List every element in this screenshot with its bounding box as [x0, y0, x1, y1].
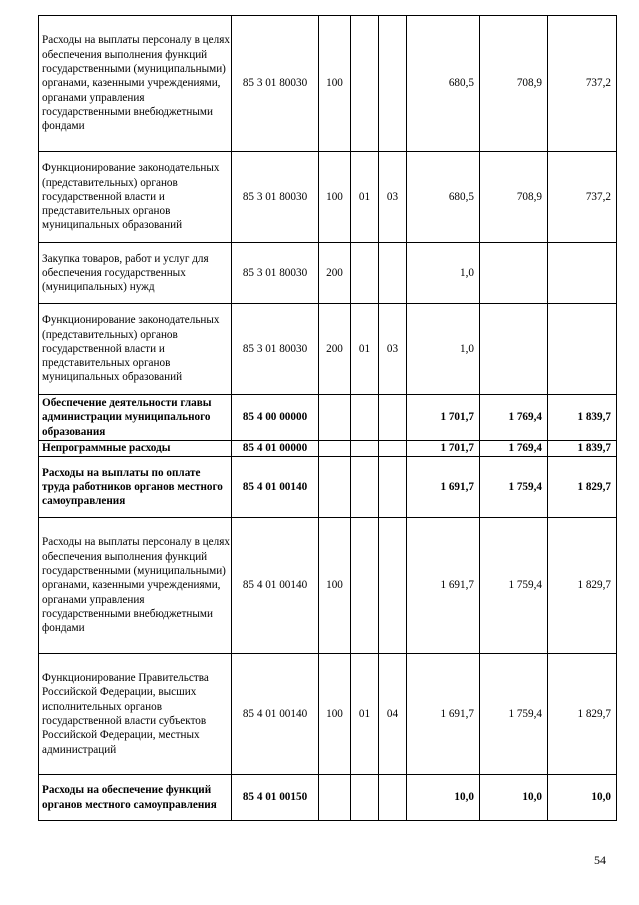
- row-rz-cell: [351, 16, 379, 152]
- row-vr-cell: [319, 457, 351, 518]
- row-code-cell: 85 4 01 00140: [232, 457, 319, 518]
- row-name-cell: Расходы на обеспечение функций органов местного самоуправления: [39, 775, 232, 821]
- table-row: [39, 654, 617, 775]
- row-code-cell: 85 4 01 00140: [232, 518, 319, 654]
- table-row: [39, 518, 617, 654]
- table-row: [39, 395, 617, 441]
- row-vr-cell: 100: [319, 654, 351, 775]
- row-value-2-cell: 1 759,4: [480, 457, 548, 518]
- row-code-cell: 85 3 01 80030: [232, 243, 319, 304]
- row-pr-cell: [379, 243, 407, 304]
- row-value-2-cell: 1 759,4: [480, 518, 548, 654]
- row-name-cell: Расходы на выплаты по оплате труда работников органов местного самоуправления: [39, 457, 232, 518]
- row-value-2-cell: 708,9: [480, 152, 548, 243]
- row-rz-cell: 01: [351, 152, 379, 243]
- row-pr-cell: [379, 395, 407, 441]
- row-code-cell: 85 3 01 80030: [232, 16, 319, 152]
- row-value-2-cell: 1 759,4: [480, 654, 548, 775]
- row-vr-cell: [319, 395, 351, 441]
- table-body: [39, 16, 617, 821]
- row-value-3-cell: 737,2: [548, 16, 617, 152]
- row-code-cell: 85 4 00 00000: [232, 395, 319, 441]
- row-value-2-cell: 1 769,4: [480, 395, 548, 441]
- row-name-cell: Функционирование законодательных (представительных) органов государственной власти и представительных органов муниципальных образований: [39, 304, 232, 395]
- row-rz-cell: 01: [351, 654, 379, 775]
- row-value-1-cell: 1,0: [407, 243, 480, 304]
- row-value-1-cell: 10,0: [407, 775, 480, 821]
- row-code-cell: 85 4 01 00000: [232, 441, 319, 457]
- row-vr-cell: 200: [319, 243, 351, 304]
- row-rz-cell: [351, 457, 379, 518]
- row-rz-cell: [351, 395, 379, 441]
- row-pr-cell: 03: [379, 304, 407, 395]
- row-rz-cell: [351, 775, 379, 821]
- row-value-2-cell: [480, 304, 548, 395]
- table-row: [39, 152, 617, 243]
- row-value-1-cell: 680,5: [407, 152, 480, 243]
- row-name-cell: Расходы на выплаты персоналу в целях обеспечения выполнения функций государственными (муниципальными) органами, казенными учреждениями, органами управления государственными внебюджетными фондами: [39, 518, 232, 654]
- table-row: [39, 457, 617, 518]
- row-rz-cell: [351, 441, 379, 457]
- row-value-1-cell: 1 691,7: [407, 518, 480, 654]
- table-row: [39, 441, 617, 457]
- row-value-1-cell: 1 701,7: [407, 395, 480, 441]
- row-name-cell: Закупка товаров, работ и услуг для обеспечения государственных (муниципальных) нужд: [39, 243, 232, 304]
- row-value-3-cell: 1 839,7: [548, 395, 617, 441]
- row-value-1-cell: 1,0: [407, 304, 480, 395]
- table-row: [39, 304, 617, 395]
- row-value-3-cell: [548, 304, 617, 395]
- row-code-cell: 85 3 01 80030: [232, 304, 319, 395]
- row-value-3-cell: 737,2: [548, 152, 617, 243]
- row-code-cell: 85 4 01 00150: [232, 775, 319, 821]
- row-code-cell: 85 4 01 00140: [232, 654, 319, 775]
- row-vr-cell: 200: [319, 304, 351, 395]
- page-number: 54: [594, 853, 606, 867]
- row-value-3-cell: 1 829,7: [548, 654, 617, 775]
- row-rz-cell: 01: [351, 304, 379, 395]
- row-name-cell: Обеспечение деятельности главы администрации муниципального образования: [39, 395, 232, 441]
- table-row: [39, 775, 617, 821]
- row-value-1-cell: 1 691,7: [407, 654, 480, 775]
- row-value-3-cell: 1 829,7: [548, 518, 617, 654]
- row-value-1-cell: 680,5: [407, 16, 480, 152]
- row-value-3-cell: 10,0: [548, 775, 617, 821]
- row-pr-cell: [379, 775, 407, 821]
- row-value-1-cell: 1 701,7: [407, 441, 480, 457]
- row-vr-cell: 100: [319, 518, 351, 654]
- row-value-3-cell: 1 839,7: [548, 441, 617, 457]
- row-value-2-cell: [480, 243, 548, 304]
- row-pr-cell: [379, 16, 407, 152]
- row-value-2-cell: 10,0: [480, 775, 548, 821]
- row-vr-cell: [319, 775, 351, 821]
- row-vr-cell: 100: [319, 16, 351, 152]
- row-value-2-cell: 1 769,4: [480, 441, 548, 457]
- row-name-cell: Функционирование Правительства Российской Федерации, высших исполнительных органов государственной власти субъектов Российской Федерации, местных администраций: [39, 654, 232, 775]
- row-value-3-cell: [548, 243, 617, 304]
- table-row: [39, 243, 617, 304]
- row-name-cell: Функционирование законодательных (представительных) органов государственной власти и представительных органов муниципальных образований: [39, 152, 232, 243]
- row-vr-cell: 100: [319, 152, 351, 243]
- row-value-2-cell: 708,9: [480, 16, 548, 152]
- row-pr-cell: [379, 457, 407, 518]
- row-value-1-cell: 1 691,7: [407, 457, 480, 518]
- row-rz-cell: [351, 518, 379, 654]
- row-pr-cell: 04: [379, 654, 407, 775]
- budget-table: [38, 15, 617, 821]
- row-name-cell: Расходы на выплаты персоналу в целях обеспечения выполнения функций государственными (муниципальными) органами, казенными учреждениями, органами управления государственными внебюджетными фондами: [39, 16, 232, 152]
- row-value-3-cell: 1 829,7: [548, 457, 617, 518]
- row-pr-cell: [379, 441, 407, 457]
- row-pr-cell: [379, 518, 407, 654]
- row-name-cell: Непрограммные расходы: [39, 441, 232, 457]
- row-code-cell: 85 3 01 80030: [232, 152, 319, 243]
- row-pr-cell: 03: [379, 152, 407, 243]
- row-vr-cell: [319, 441, 351, 457]
- row-rz-cell: [351, 243, 379, 304]
- table-row: [39, 16, 617, 152]
